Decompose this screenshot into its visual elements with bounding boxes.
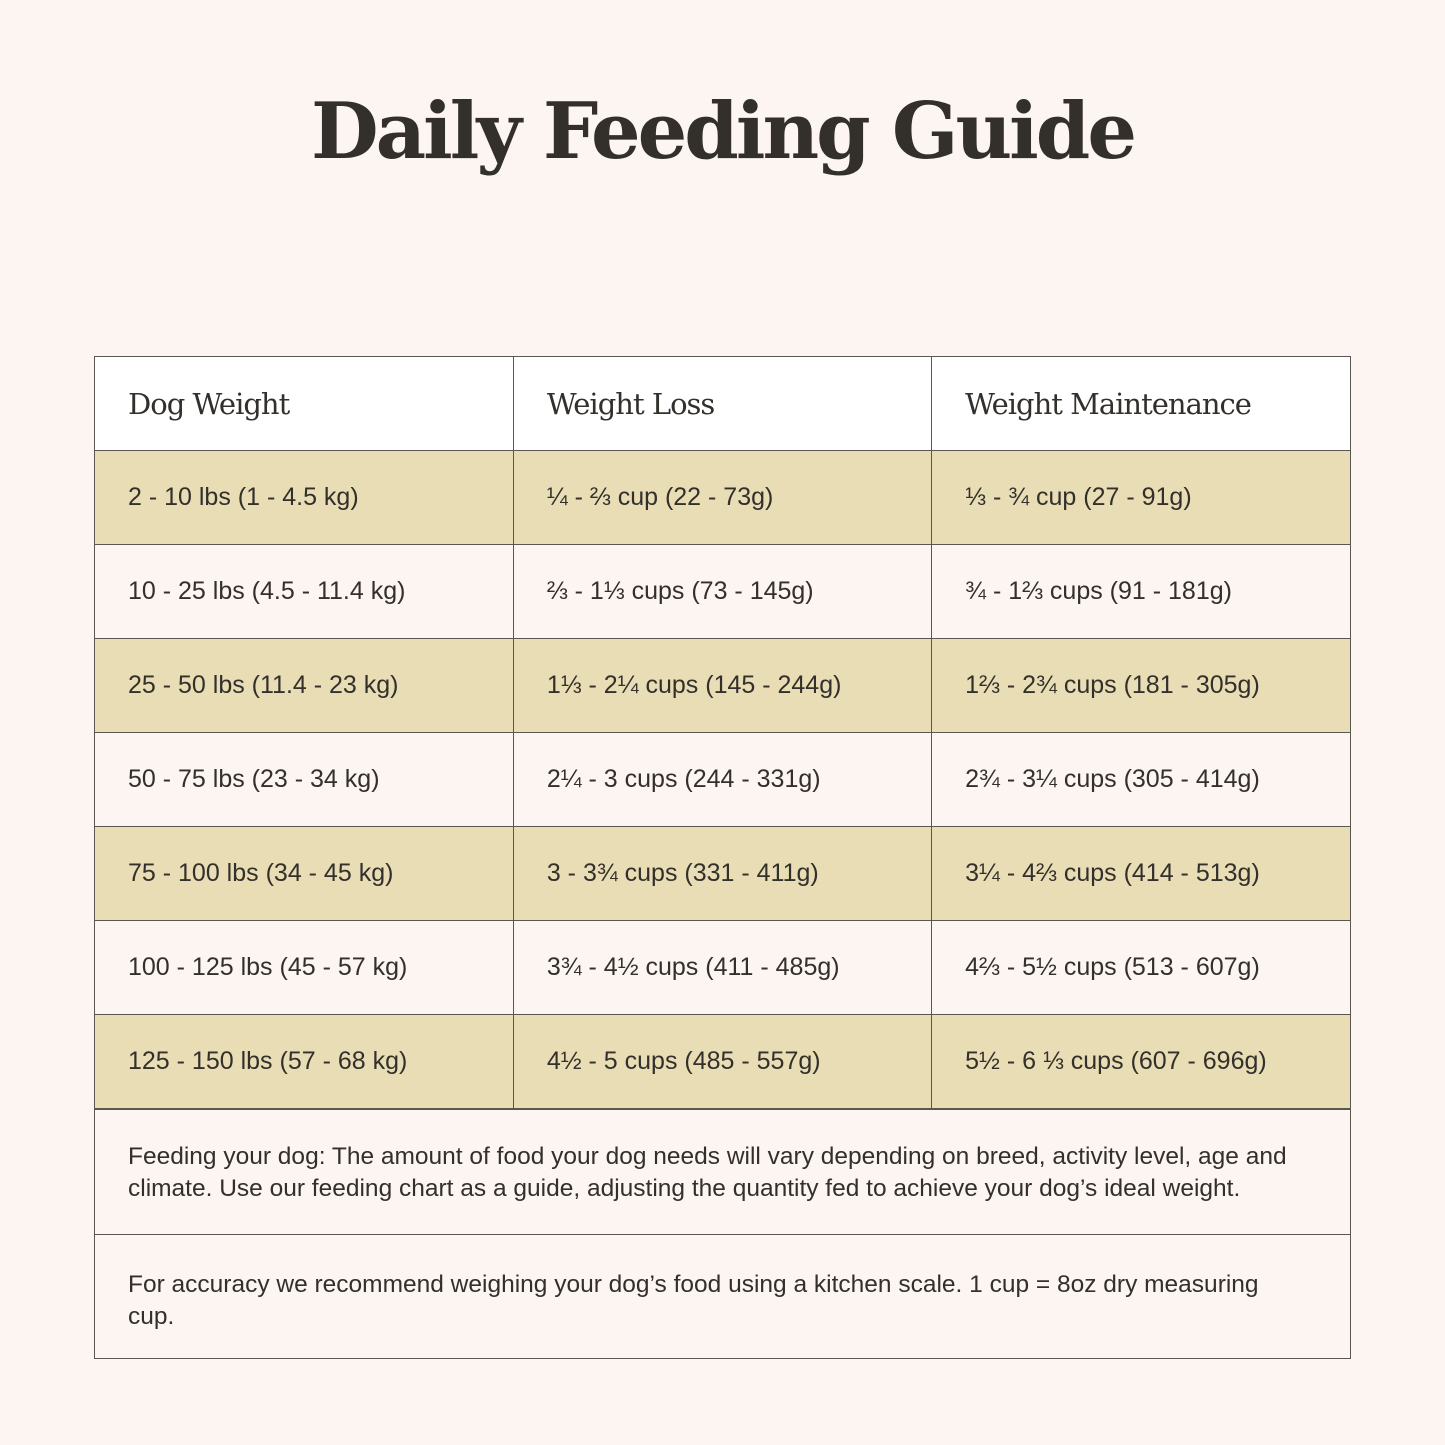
- cell-dog-weight: 50 - 75 lbs (23 - 34 kg): [95, 733, 513, 827]
- table-row: [95, 451, 1350, 545]
- feeding-guide-table: [94, 356, 1351, 1359]
- table-row: [95, 1015, 1350, 1109]
- cell-dog-weight: 125 - 150 lbs (57 - 68 kg): [95, 1015, 513, 1109]
- table-row: [95, 827, 1350, 921]
- table-row: [95, 545, 1350, 639]
- cell-weight-maintenance: 1⅔ - 2¾ cups (181 - 305g): [932, 639, 1350, 733]
- cell-weight-maintenance: ⅓ - ¾ cup (27 - 91g): [932, 451, 1350, 545]
- accuracy-note: [95, 1234, 1350, 1358]
- page-title: Daily Feeding Guide: [311, 86, 1134, 177]
- cell-weight-maintenance: ¾ - 1⅔ cups (91 - 181g): [932, 545, 1350, 639]
- cell-dog-weight: 25 - 50 lbs (11.4 - 23 kg): [95, 639, 513, 733]
- cell-weight-loss: ¼ - ⅔ cup (22 - 73g): [513, 451, 931, 545]
- cell-weight-loss: ⅔ - 1⅓ cups (73 - 145g): [513, 545, 931, 639]
- feeding-table: [95, 357, 1350, 1109]
- cell-weight-maintenance: 4⅔ - 5½ cups (513 - 607g): [932, 921, 1350, 1015]
- feeding-note: [95, 1109, 1350, 1234]
- cell-dog-weight: 75 - 100 lbs (34 - 45 kg): [95, 827, 513, 921]
- feeding-note-text: Feeding your dog: The amount of food your dog needs will vary depending on breed, activity level, age and climate. Use our feeding chart as a guide, adjusting the quantity fed to achieve your dog’s ideal weight.: [128, 1143, 1287, 1202]
- cell-weight-loss: 4½ - 5 cups (485 - 557g): [513, 1015, 931, 1109]
- cell-weight-loss: 1⅓ - 2¼ cups (145 - 244g): [513, 639, 931, 733]
- cell-dog-weight: 2 - 10 lbs (1 - 4.5 kg): [95, 451, 513, 545]
- header-weight-maintenance: Weight Maintenance: [932, 357, 1350, 451]
- cell-weight-maintenance: 5½ - 6 ⅓ cups (607 - 696g): [932, 1015, 1350, 1109]
- table-row: [95, 639, 1350, 733]
- header-row: [95, 357, 1350, 451]
- cell-dog-weight: 100 - 125 lbs (45 - 57 kg): [95, 921, 513, 1015]
- cell-weight-loss: 3 - 3¾ cups (331 - 411g): [513, 827, 931, 921]
- table-row: [95, 733, 1350, 827]
- cell-weight-loss: 2¼ - 3 cups (244 - 331g): [513, 733, 931, 827]
- header-dog-weight: Dog Weight: [95, 357, 513, 451]
- header-weight-loss: Weight Loss: [513, 357, 931, 451]
- table-row: [95, 921, 1350, 1015]
- accuracy-note-text: For accuracy we recommend weighing your dog’s food using a kitchen scale. 1 cup = 8oz dry measuring cup.: [128, 1270, 1259, 1330]
- cell-dog-weight: 10 - 25 lbs (4.5 - 11.4 kg): [95, 545, 513, 639]
- cell-weight-maintenance: 2¾ - 3¼ cups (305 - 414g): [932, 733, 1350, 827]
- cell-weight-maintenance: 3¼ - 4⅔ cups (414 - 513g): [932, 827, 1350, 921]
- cell-weight-loss: 3¾ - 4½ cups (411 - 485g): [513, 921, 931, 1015]
